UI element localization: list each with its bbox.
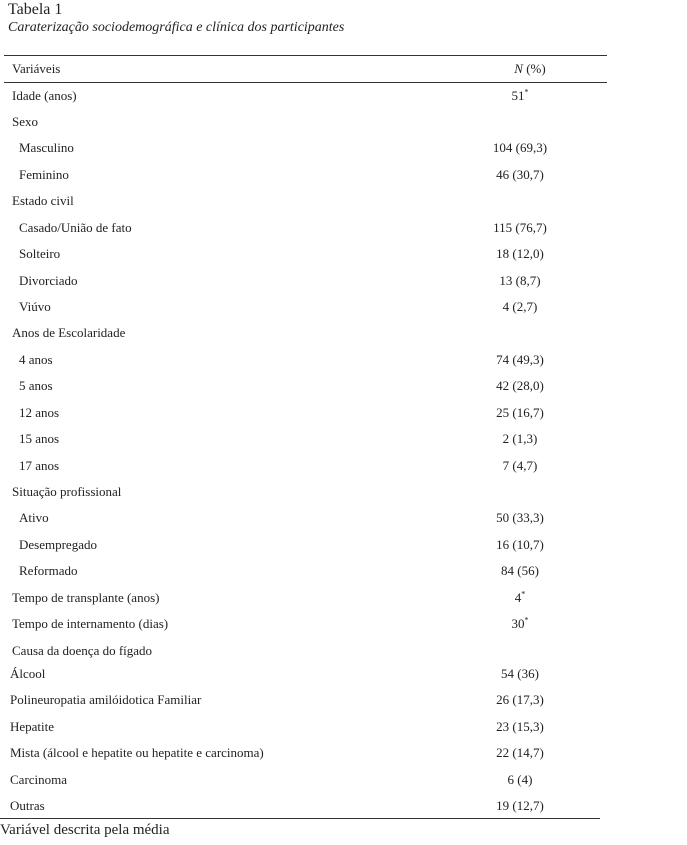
table-row [0,273,607,291]
row-label: 15 anos [19,431,60,446]
row-value-number: 42 (28,0) [496,378,544,393]
row-value [460,140,580,156]
column-header-n-percent: (%) [522,61,546,76]
table-row [0,220,607,238]
table-row [0,114,607,132]
row-label: Feminino [19,167,69,182]
row-label: Sexo [12,114,38,129]
row-label: Polineuropatia amilóidotica Familiar [10,692,202,707]
row-value [460,563,580,579]
row-label: Outras [10,798,45,813]
row-value-number: 84 (56) [501,563,539,578]
row-value [460,719,580,735]
row-label: Solteiro [19,246,61,261]
table-row [0,405,607,423]
row-value [460,745,580,761]
row-value-number: 19 (12,7) [496,798,544,813]
row-value [460,431,580,447]
table-row [0,246,607,264]
column-header-n-symbol: N [514,61,523,76]
row-label: Divorciado [19,273,78,288]
mean-footnote-mark: * [524,87,529,97]
table-row [0,325,607,343]
table-row [0,140,607,158]
row-value-number: 50 (33,3) [496,510,544,525]
table-top-rule [4,55,607,56]
row-value-number: 26 (17,3) [496,692,544,707]
mean-footnote-mark: * [521,589,526,599]
row-label: Estado civil [12,193,74,208]
row-value [460,692,580,708]
row-value [460,772,580,788]
row-label: Álcool [10,666,46,681]
table-row [0,745,607,763]
table-row [0,643,607,661]
table-caption: Caraterização sociodemográfica e clínica dos participantes [8,20,345,35]
row-label: 17 anos [19,458,60,473]
row-label: Reformado [19,563,78,578]
row-value-number: 30 [511,616,525,631]
row-label: Masculino [19,140,74,155]
row-value-number: 104 (69,3) [492,140,548,155]
row-value-number: 18 (12,0) [496,246,544,261]
table-row [0,616,607,634]
row-value [460,167,580,183]
row-value [460,590,580,606]
row-value-number: 2 (1,3) [502,431,538,446]
table-row [0,590,607,608]
row-value [460,458,580,474]
column-header-variable: Variáveis [12,61,61,76]
row-label: Idade (anos) [12,88,77,103]
row-label: Casado/União de fato [19,220,132,235]
row-label: Anos de Escolaridade [12,325,126,340]
row-label: Ativo [19,510,49,525]
table-row [0,484,607,502]
table-row [0,193,607,211]
table-row [0,378,607,396]
row-label: 4 anos [19,352,53,367]
row-value [460,405,580,421]
row-value-number: 115 (76,7) [493,220,547,235]
row-value-number: 74 (49,3) [496,352,544,367]
row-label: Carcinoma [10,772,68,787]
row-value [460,273,580,289]
row-label: Viúvo [19,299,51,314]
table-row [0,352,607,370]
row-value-number: 25 (16,7) [496,405,544,420]
table-row [0,88,607,106]
row-label: Mista (álcool e hepatite ou hepatite e carcinoma) [10,745,264,760]
row-value [460,666,580,682]
row-value [460,220,580,236]
table-row [0,167,607,185]
table-bottom-rule [0,818,600,819]
row-label: Situação profissional [12,484,122,499]
row-label: Hepatite [10,719,55,734]
table-header-rule [4,82,607,83]
row-value [460,616,580,632]
table-number: Tabela 1 [8,1,63,18]
row-value [460,246,580,262]
mean-footnote-mark: * [524,615,529,625]
row-value [460,798,580,814]
row-label: 12 anos [19,405,60,420]
table-row [0,666,607,684]
row-value-number: 13 (8,7) [499,273,541,288]
row-value [460,537,580,553]
table-row [0,299,607,317]
row-value-number: 16 (10,7) [496,537,544,552]
table-row [0,431,607,449]
row-value-number: 54 (36) [501,666,539,681]
table-row [0,458,607,476]
table-row [0,510,607,528]
table-row [0,772,607,790]
row-label: Causa da doença do fígado [12,643,153,658]
row-value [460,378,580,394]
row-label: 5 anos [19,378,53,393]
row-value-number: 22 (14,7) [496,745,544,760]
row-value [460,299,580,315]
row-value [460,88,580,104]
row-label: Tempo de transplante (anos) [12,590,160,605]
row-value [460,352,580,368]
table-footnote: Variável descrita pela média [0,822,170,838]
column-header-n [470,61,590,77]
row-value-number: 4 (2,7) [502,299,538,314]
row-label: Tempo de internamento (dias) [12,616,169,631]
row-label: Desempregado [19,537,97,552]
table-row [0,563,607,581]
row-value-number: 46 (30,7) [496,167,544,182]
table-row [0,798,607,816]
row-value-number: 51 [511,88,525,103]
row-value-number: 7 (4,7) [502,458,538,473]
table-row [0,692,607,710]
table-row [0,537,607,555]
row-value [460,510,580,526]
row-value-number: 6 (4) [507,772,533,787]
table-row [0,719,607,737]
row-value-number: 4 [514,590,522,605]
row-value-number: 23 (15,3) [496,719,544,734]
